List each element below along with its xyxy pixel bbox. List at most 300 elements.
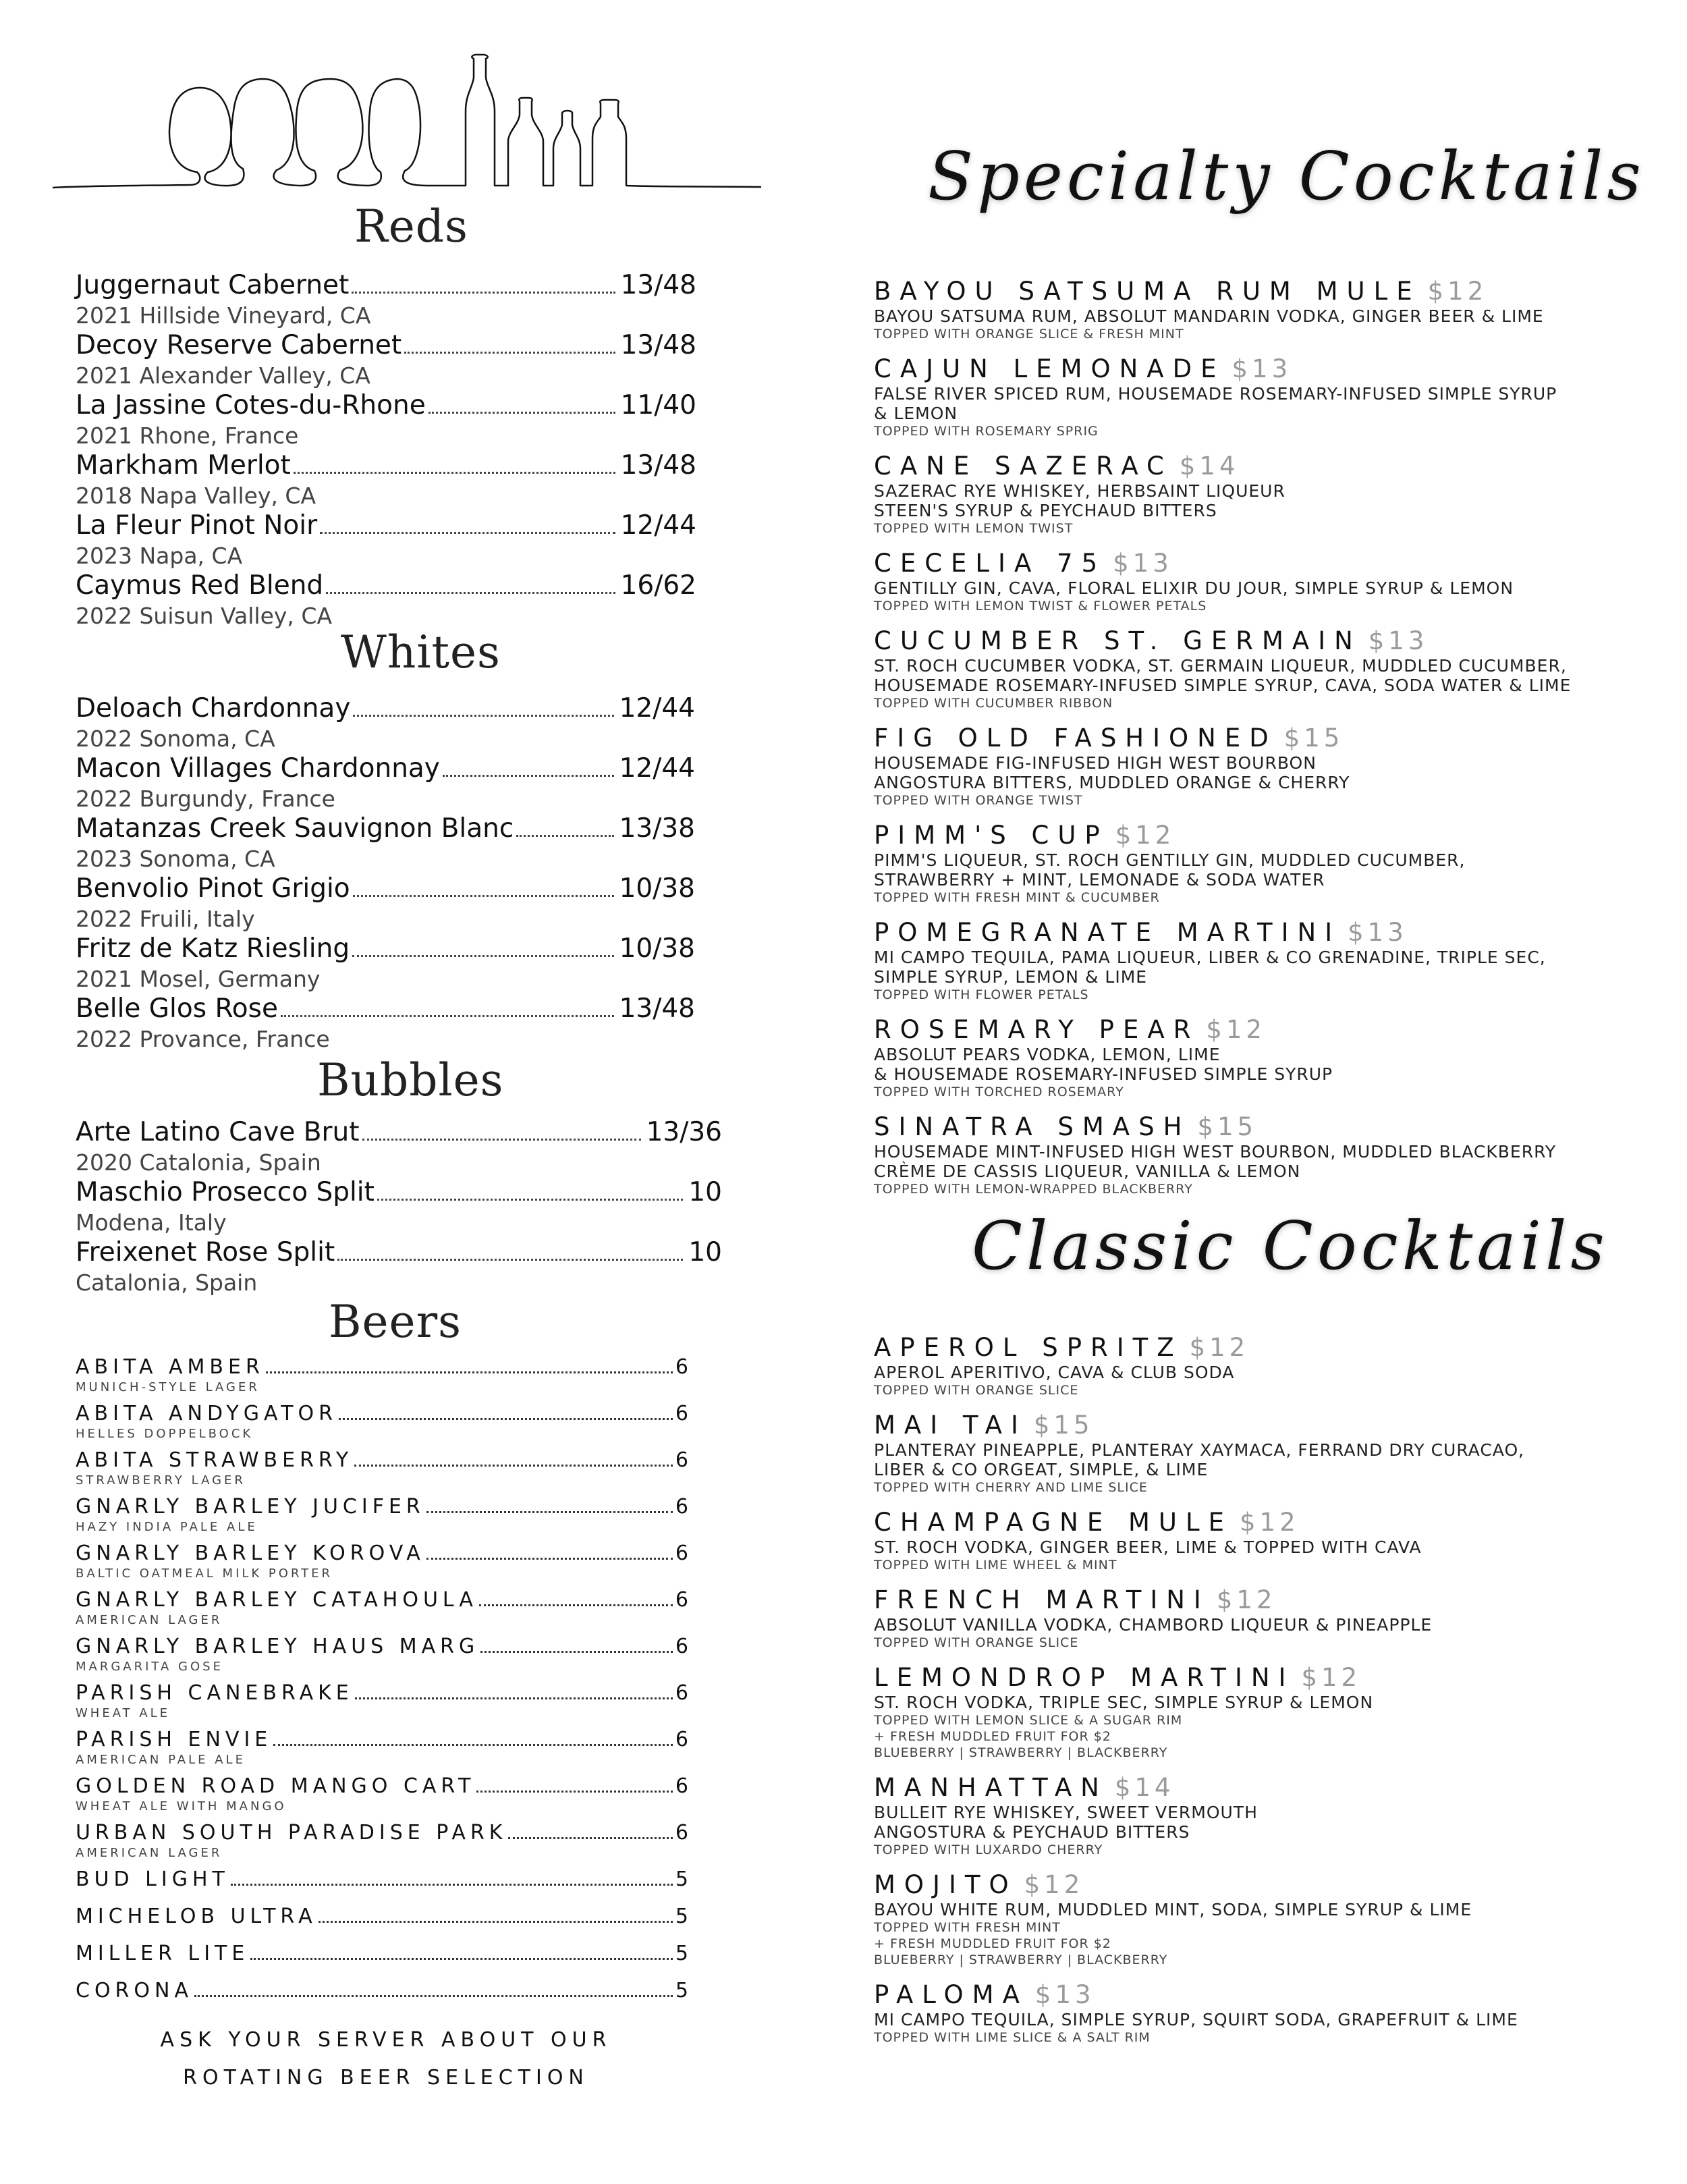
dot-leader (231, 1884, 673, 1886)
cocktail-garnish: TOPPED WITH LEMON-WRAPPED BLACKBERRY (874, 1182, 1193, 1197)
wine-item (76, 570, 696, 630)
cocktail-name: MOJITO (874, 1870, 1018, 1899)
cocktail-garnish: TOPPED WITH FLOWER PETALS (874, 987, 1089, 1002)
cocktail-price: $13 (1034, 1980, 1095, 2009)
cocktail-header (874, 549, 1670, 578)
cocktail-header (874, 1773, 1670, 1803)
cocktail-name: PIMM'S CUP (874, 821, 1109, 850)
beer-line (76, 1728, 690, 1751)
wine-item (76, 330, 696, 390)
cocktail-ingredients: ABSOLUT VANILLA VODKA, CHAMBORD LIQUEUR & PINEAPPLE (874, 1615, 1433, 1635)
cocktail-header (874, 1015, 1670, 1045)
beer-item (76, 1402, 690, 1448)
wine-line (76, 933, 695, 964)
wine-name: Freixenet Rose Split (76, 1237, 335, 1267)
dot-leader (339, 1418, 673, 1420)
wine-item (76, 1177, 722, 1237)
cocktail-garnish: TOPPED WITH LIME WHEEL & MINT (874, 1558, 1117, 1573)
cocktail-ingredients: MI CAMPO TEQUILA, PAMA LIQUEUR, LIBER & CO GRENADINE, TRIPLE SEC, (874, 948, 1546, 967)
wine-name: La Jassine Cotes-du-Rhone (76, 390, 426, 420)
wine-line (76, 510, 696, 541)
wine-vintage-region: 2021 Hillside Vineyard, CA (76, 302, 371, 329)
beer-line (76, 1588, 690, 1611)
cocktail-ingredients: ANGOSTURA BITTERS, MUDDLED ORANGE & CHERRY (874, 773, 1350, 792)
beer-item (76, 1867, 690, 1905)
dot-leader (516, 835, 613, 837)
beer-line (76, 1905, 690, 1928)
wine-price: 13/48 (620, 330, 696, 360)
cocktail-name: CHAMPAGNE MULE (874, 1508, 1233, 1537)
beers-list (76, 1355, 690, 2016)
beer-name: GNARLY BARLEY JUCIFER (76, 1495, 425, 1519)
beer-line (76, 1541, 690, 1564)
bubbles-list (76, 1117, 722, 1297)
cocktail-price: $12 (1206, 1015, 1266, 1044)
cocktail-name: CECELIA 75 (874, 549, 1107, 578)
dot-leader (320, 532, 615, 534)
wine-name: Macon Villages Chardonnay (76, 753, 440, 784)
wine-price: 12/44 (619, 693, 695, 724)
wine-line (76, 570, 696, 601)
beer-item (76, 1588, 690, 1635)
cocktail-garnish: TOPPED WITH CUCUMBER RIBBON (874, 696, 1113, 711)
beer-item (76, 1355, 690, 1402)
beer-name: URBAN SOUTH PARADISE PARK (76, 1821, 507, 1845)
wine-vintage-region: 2021 Mosel, Germany (76, 966, 321, 992)
dot-leader (426, 1558, 673, 1560)
beer-style: AMERICAN LAGER (76, 1846, 223, 1860)
beer-name: MILLER LITE (76, 1942, 250, 1965)
beer-style: AMERICAN LAGER (76, 1613, 223, 1627)
beer-line (76, 1681, 690, 1704)
wine-name: Deloach Chardonnay (76, 693, 351, 724)
beer-item (76, 1942, 690, 1979)
beer-item (76, 1905, 690, 1942)
beer-style: BALTIC OATMEAL MILK PORTER (76, 1566, 333, 1581)
cocktail-item (874, 626, 1670, 711)
dot-leader (353, 895, 614, 897)
cocktail-item (874, 724, 1670, 809)
cocktail-price: $13 (1113, 549, 1173, 578)
whites-list (76, 693, 695, 1054)
dot-leader (476, 1791, 673, 1793)
dot-leader (480, 1651, 673, 1653)
wine-vintage-region: 2022 Sonoma, CA (76, 726, 275, 752)
beer-name: MICHELOB ULTRA (76, 1905, 317, 1928)
beer-price: 6 (675, 1448, 690, 1472)
beer-style: MUNICH-STYLE LAGER (76, 1380, 260, 1394)
wine-price: 12/44 (619, 753, 695, 784)
rotating-note-line-1: ASK YOUR SERVER ABOUT OUR (160, 2028, 612, 2052)
wine-line (76, 813, 695, 844)
beer-name: PARISH ENVIE (76, 1728, 273, 1751)
wine-line (76, 1237, 722, 1268)
wine-item (76, 813, 695, 873)
cocktail-garnish: TOPPED WITH FRESH MINT (874, 1920, 1061, 1935)
wine-vintage-region: 2023 Sonoma, CA (76, 846, 275, 872)
cocktail-item (874, 821, 1670, 906)
rotating-note-line-2: ROTATING BEER SELECTION (183, 2066, 589, 2090)
wine-vintage-region: 2020 Catalonia, Spain (76, 1149, 321, 1176)
cocktail-garnish: TOPPED WITH ORANGE SLICE & FRESH MINT (874, 327, 1184, 342)
cocktail-header (874, 277, 1670, 306)
beer-style: WHEAT ALE WITH MANGO (76, 1799, 287, 1813)
wine-vintage-region: 2022 Burgundy, France (76, 786, 335, 812)
dot-leader (353, 715, 613, 717)
wine-line (76, 1117, 722, 1148)
cocktail-header (874, 821, 1670, 850)
cocktail-name: FIG OLD FASHIONED (874, 724, 1277, 753)
cocktail-name: CAJUN LEMONADE (874, 354, 1225, 383)
beer-price: 6 (675, 1355, 690, 1379)
cocktail-ingredients: STEEN'S SYRUP & PEYCHAUD BITTERS (874, 501, 1217, 520)
cocktail-garnish: BLUEBERRY | STRAWBERRY | BLACKBERRY (874, 1953, 1168, 1967)
beer-line (76, 1495, 690, 1518)
cocktail-header (874, 1333, 1670, 1363)
wine-item (76, 993, 695, 1054)
rotating-beer-note (76, 2021, 696, 2097)
cocktail-garnish: TOPPED WITH FRESH MINT & CUCUMBER (874, 890, 1160, 905)
beer-item (76, 1821, 690, 1867)
wine-name: Belle Glos Rose (76, 993, 278, 1024)
classic-cocktails-list (874, 1333, 1670, 2058)
beer-price: 6 (675, 1728, 690, 1751)
beer-style: AMERICAN PALE ALE (76, 1753, 246, 1767)
beer-style: STRAWBERRY LAGER (76, 1473, 246, 1487)
cocktail-garnish: TOPPED WITH ORANGE SLICE (874, 1635, 1079, 1650)
cocktail-ingredients: LIBER & CO ORGEAT, SIMPLE, & LIME (874, 1460, 1209, 1479)
wine-price: 13/48 (620, 450, 696, 481)
wine-name: Markham Merlot (76, 450, 291, 481)
cocktail-garnish: TOPPED WITH LEMON SLICE & A SUGAR RIM (874, 1713, 1183, 1728)
dot-leader (294, 472, 615, 474)
wine-item (76, 390, 696, 450)
dot-leader (273, 1744, 673, 1746)
beer-name: GNARLY BARLEY KOROVA (76, 1541, 425, 1565)
wine-name: La Fleur Pinot Noir (76, 510, 318, 541)
cocktail-price: $14 (1179, 452, 1240, 481)
wine-line (76, 1177, 722, 1208)
beer-line (76, 1979, 690, 2002)
cocktail-ingredients: & LEMON (874, 404, 958, 423)
cocktail-ingredients: & HOUSEMADE ROSEMARY-INFUSED SIMPLE SYRUP (874, 1064, 1333, 1084)
wine-vintage-region: 2021 Alexander Valley, CA (76, 362, 370, 389)
beer-item (76, 1495, 690, 1541)
wine-name: Matanzas Creek Sauvignon Blanc (76, 813, 514, 844)
wine-price: 10 (688, 1177, 722, 1207)
wine-line (76, 693, 695, 724)
beer-name: ABITA ANDYGATOR (76, 1402, 337, 1425)
beer-name: GNARLY BARLEY HAUS MARG (76, 1635, 480, 1658)
wine-name: Juggernaut Cabernet (76, 270, 350, 300)
cocktail-item (874, 1980, 1670, 2046)
wine-vintage-region: 2021 Rhone, France (76, 422, 299, 449)
cocktail-price: $12 (1115, 821, 1176, 850)
dot-leader (352, 292, 615, 294)
wine-line (76, 873, 695, 904)
cocktail-garnish: TOPPED WITH LIME SLICE & A SALT RIM (874, 2030, 1151, 2045)
cocktail-item (874, 1333, 1670, 1398)
wine-item (76, 873, 695, 933)
beer-style: HAZY INDIA PALE ALE (76, 1520, 258, 1534)
cocktail-name: PALOMA (874, 1980, 1028, 2009)
cocktail-price: $12 (1301, 1663, 1362, 1692)
cocktails-column (837, 0, 1687, 2184)
specialty-cocktails-heading: Specialty Cocktails (928, 138, 1645, 215)
wine-price: 13/36 (646, 1117, 722, 1147)
cocktail-item (874, 1015, 1670, 1100)
dot-leader (479, 1604, 673, 1606)
beer-item (76, 1448, 690, 1495)
dot-leader (426, 1511, 673, 1513)
cocktail-price: $15 (1283, 724, 1344, 753)
cocktail-price: $13 (1368, 626, 1429, 655)
cocktail-item (874, 918, 1670, 1003)
cocktail-ingredients: HOUSEMADE MINT-INFUSED HIGH WEST BOURBON, MUDDLED BLACKBERRY (874, 1142, 1557, 1162)
cocktail-name: BAYOU SATSUMA RUM MULE (874, 277, 1421, 306)
cocktail-price: $12 (1427, 277, 1488, 306)
cocktail-header (874, 918, 1670, 948)
cocktail-name: CANE SAZERAC (874, 452, 1173, 481)
cocktail-garnish: TOPPED WITH ORANGE SLICE (874, 1383, 1079, 1398)
cocktail-ingredients: FALSE RIVER SPICED RUM, HOUSEMADE ROSEMARY-INFUSED SIMPLE SYRUP (874, 384, 1557, 404)
wine-vintage-region: 2023 Napa, CA (76, 543, 243, 569)
cocktail-garnish: TOPPED WITH ROSEMARY SPRIG (874, 424, 1099, 439)
cocktail-name: LEMONDROP MARTINI (874, 1663, 1295, 1692)
wine-price: 10/38 (619, 933, 695, 964)
beer-line (76, 1402, 690, 1425)
cocktail-price: $15 (1197, 1112, 1258, 1141)
wine-vintage-region: Modena, Italy (76, 1209, 227, 1236)
beer-line (76, 1448, 690, 1471)
beer-name: BUD LIGHT (76, 1867, 229, 1891)
beer-price: 6 (675, 1495, 690, 1519)
cocktail-ingredients: HOUSEMADE FIG-INFUSED HIGH WEST BOURBON (874, 753, 1317, 773)
cocktail-header (874, 452, 1670, 481)
classic-cocktails-heading: Classic Cocktails (972, 1208, 1609, 1285)
cocktail-item (874, 1663, 1670, 1761)
cocktail-header (874, 1585, 1670, 1615)
wine-name: Caymus Red Blend (76, 570, 324, 601)
bubbles-heading: Bubbles (317, 1054, 504, 1106)
cocktail-item (874, 1773, 1670, 1858)
beer-style: WHEAT ALE (76, 1706, 171, 1720)
cocktail-item (874, 1585, 1670, 1651)
cocktail-name: MAI TAI (874, 1411, 1027, 1440)
dot-leader (250, 1958, 673, 1960)
beer-price: 5 (675, 1867, 690, 1891)
cocktail-item (874, 277, 1670, 342)
wine-item (76, 1117, 722, 1177)
wine-name: Maschio Prosecco Split (76, 1177, 375, 1207)
cocktail-item (874, 1411, 1670, 1496)
wine-item (76, 1237, 722, 1297)
wine-name: Fritz de Katz Riesling (76, 933, 350, 964)
cocktail-ingredients: ST. ROCH VODKA, GINGER BEER, LIME & TOPPED WITH CAVA (874, 1537, 1422, 1557)
beer-style: HELLES DOPPELBOCK (76, 1427, 254, 1441)
cocktail-name: APEROL SPRITZ (874, 1333, 1183, 1362)
cocktail-ingredients: MI CAMPO TEQUILA, SIMPLE SYRUP, SQUIRT SODA, GRAPEFRUIT & LIME (874, 2010, 1518, 2029)
dot-leader (404, 352, 615, 354)
beer-name: GOLDEN ROAD MANGO CART (76, 1774, 476, 1798)
cocktail-name: MANHATTAN (874, 1773, 1108, 1802)
wine-line (76, 450, 696, 481)
wine-item (76, 270, 696, 330)
cocktail-ingredients: SAZERAC RYE WHISKEY, HERBSAINT LIQUEUR (874, 481, 1285, 501)
beer-name: CORONA (76, 1979, 193, 2002)
wine-vintage-region: 2022 Suisun Valley, CA (76, 603, 333, 629)
beer-name: GNARLY BARLEY CATAHOULA (76, 1588, 478, 1612)
cocktail-name: CUCUMBER ST. GERMAIN (874, 626, 1362, 655)
dot-leader (355, 1697, 673, 1699)
cocktail-header (874, 1663, 1670, 1693)
cocktail-header (874, 1980, 1670, 2010)
cocktail-header (874, 1411, 1670, 1440)
wine-beer-column (0, 0, 796, 2184)
wine-price: 12/44 (620, 510, 696, 541)
beer-item (76, 1681, 690, 1728)
cocktail-item (874, 1870, 1670, 1968)
cocktail-garnish: TOPPED WITH LUXARDO CHERRY (874, 1842, 1103, 1857)
cocktail-item (874, 1112, 1670, 1197)
cocktail-garnish: TOPPED WITH ORANGE TWIST (874, 793, 1083, 808)
dot-leader (337, 1259, 683, 1261)
cocktail-ingredients: CRÈME DE CASSIS LIQUEUR, VANILLA & LEMON (874, 1162, 1301, 1181)
wine-name: Decoy Reserve Cabernet (76, 330, 402, 360)
wine-item (76, 753, 695, 813)
wine-vintage-region: 2018 Napa Valley, CA (76, 483, 316, 509)
beer-line (76, 1635, 690, 1658)
dot-leader (428, 412, 615, 414)
wine-price: 10/38 (619, 873, 695, 904)
specialty-cocktails-list (874, 277, 1670, 1209)
beer-price: 6 (675, 1402, 690, 1425)
beer-price: 6 (675, 1681, 690, 1705)
cocktail-header (874, 1112, 1670, 1142)
beer-price: 6 (675, 1541, 690, 1565)
wine-item (76, 693, 695, 753)
cocktail-ingredients: PLANTERAY PINEAPPLE, PLANTERAY XAYMACA, FERRAND DRY CURACAO, (874, 1440, 1525, 1460)
wine-line (76, 270, 696, 301)
cocktail-header (874, 354, 1670, 384)
cocktail-price: $12 (1189, 1333, 1250, 1362)
cocktail-ingredients: BULLEIT RYE WHISKEY, SWEET VERMOUTH (874, 1803, 1258, 1822)
dot-leader (352, 955, 613, 957)
cocktail-item (874, 549, 1670, 614)
wine-item (76, 933, 695, 993)
beer-price: 6 (675, 1588, 690, 1612)
cocktail-garnish: + FRESH MUDDLED FRUIT FOR $2 (874, 1729, 1111, 1744)
beer-price: 5 (675, 1979, 690, 2002)
wine-price: 13/38 (619, 813, 695, 844)
wine-price: 16/62 (620, 570, 696, 601)
cocktail-garnish: TOPPED WITH LEMON TWIST (874, 521, 1074, 536)
cocktail-price: $12 (1239, 1508, 1300, 1537)
beer-item (76, 1774, 690, 1821)
cocktail-garnish: TOPPED WITH TORCHED ROSEMARY (874, 1085, 1124, 1099)
beer-style: MARGARITA GOSE (76, 1660, 223, 1674)
cocktail-ingredients: SIMPLE SYRUP, LEMON & LIME (874, 967, 1148, 987)
beer-line (76, 1355, 690, 1378)
cocktail-item (874, 354, 1670, 439)
wine-glasses-line-art (53, 30, 761, 196)
cocktail-name: ROSEMARY PEAR (874, 1015, 1200, 1044)
cocktail-price: $12 (1024, 1870, 1084, 1899)
beer-name: ABITA STRAWBERRY (76, 1448, 354, 1472)
cocktail-garnish: + FRESH MUDDLED FRUIT FOR $2 (874, 1936, 1111, 1951)
cocktail-ingredients: ANGOSTURA & PEYCHAUD BITTERS (874, 1822, 1190, 1842)
reds-heading: Reds (354, 200, 468, 252)
wine-line (76, 993, 695, 1025)
cocktail-ingredients: ABSOLUT PEARS VODKA, LEMON, LIME (874, 1045, 1221, 1064)
dot-leader (508, 1837, 672, 1839)
cocktail-ingredients: BAYOU SATSUMA RUM, ABSOLUT MANDARIN VODKA, GINGER BEER & LIME (874, 306, 1544, 326)
beer-price: 6 (675, 1821, 690, 1845)
beer-price: 6 (675, 1635, 690, 1658)
wine-price: 10 (688, 1237, 722, 1267)
wine-item (76, 450, 696, 510)
dot-leader (319, 1921, 673, 1923)
cocktail-item (874, 1508, 1670, 1573)
cocktail-ingredients: BAYOU WHITE RUM, MUDDLED MINT, SODA, SIMPLE SYRUP & LIME (874, 1900, 1472, 1919)
wine-vintage-region: 2022 Provance, France (76, 1026, 330, 1052)
dot-leader (377, 1199, 683, 1201)
cocktail-ingredients: APEROL APERITIVO, CAVA & CLUB SODA (874, 1363, 1235, 1382)
beer-line (76, 1942, 690, 1965)
cocktail-price: $13 (1232, 354, 1292, 383)
cocktail-name: POMEGRANATE MARTINI (874, 918, 1342, 947)
cocktail-garnish: TOPPED WITH CHERRY AND LIME SLICE (874, 1480, 1148, 1495)
cocktail-name: FRENCH MARTINI (874, 1585, 1210, 1614)
beer-item (76, 1728, 690, 1774)
wine-name: Arte Latino Cave Brut (76, 1117, 360, 1147)
wine-line (76, 390, 696, 421)
wine-price: 13/48 (620, 270, 696, 300)
cocktail-item (874, 452, 1670, 537)
beer-name: ABITA AMBER (76, 1355, 265, 1379)
cocktail-price: $12 (1216, 1585, 1277, 1614)
dot-leader (194, 1995, 673, 1997)
cocktail-ingredients: GENTILLY GIN, CAVA, FLORAL ELIXIR DU JOUR, SIMPLE SYRUP & LEMON (874, 578, 1514, 598)
beer-line (76, 1867, 690, 1890)
wine-vintage-region: 2022 Fruili, Italy (76, 906, 255, 932)
wine-line (76, 753, 695, 784)
cocktail-header (874, 626, 1670, 656)
cocktail-ingredients: ST. ROCH CUCUMBER VODKA, ST. GERMAIN LIQUEUR, MUDDLED CUCUMBER, (874, 656, 1567, 676)
beer-line (76, 1774, 690, 1797)
cocktail-garnish: TOPPED WITH LEMON TWIST & FLOWER PETALS (874, 599, 1207, 613)
reds-list (76, 270, 696, 630)
cocktail-price: $14 (1114, 1773, 1175, 1802)
dot-leader (443, 775, 614, 777)
cocktail-price: $13 (1348, 918, 1408, 947)
beer-price: 5 (675, 1905, 690, 1928)
dot-leader (266, 1371, 673, 1373)
beer-name: PARISH CANEBRAKE (76, 1681, 354, 1705)
dot-leader (354, 1465, 673, 1467)
whites-heading: Whites (341, 626, 501, 678)
beer-line (76, 1821, 690, 1844)
cocktail-header (874, 1508, 1670, 1537)
cocktail-ingredients: STRAWBERRY + MINT, LEMONADE & SODA WATER (874, 870, 1325, 890)
wine-vintage-region: Catalonia, Spain (76, 1270, 258, 1296)
wine-item (76, 510, 696, 570)
dot-leader (281, 1015, 614, 1017)
cocktail-ingredients: ST. ROCH VODKA, TRIPLE SEC, SIMPLE SYRUP & LEMON (874, 1693, 1374, 1712)
cocktail-ingredients: HOUSEMADE ROSEMARY-INFUSED SIMPLE SYRUP, CAVA, SODA WATER & LIME (874, 676, 1572, 695)
beers-heading: Beers (329, 1296, 462, 1348)
beer-item (76, 1635, 690, 1681)
